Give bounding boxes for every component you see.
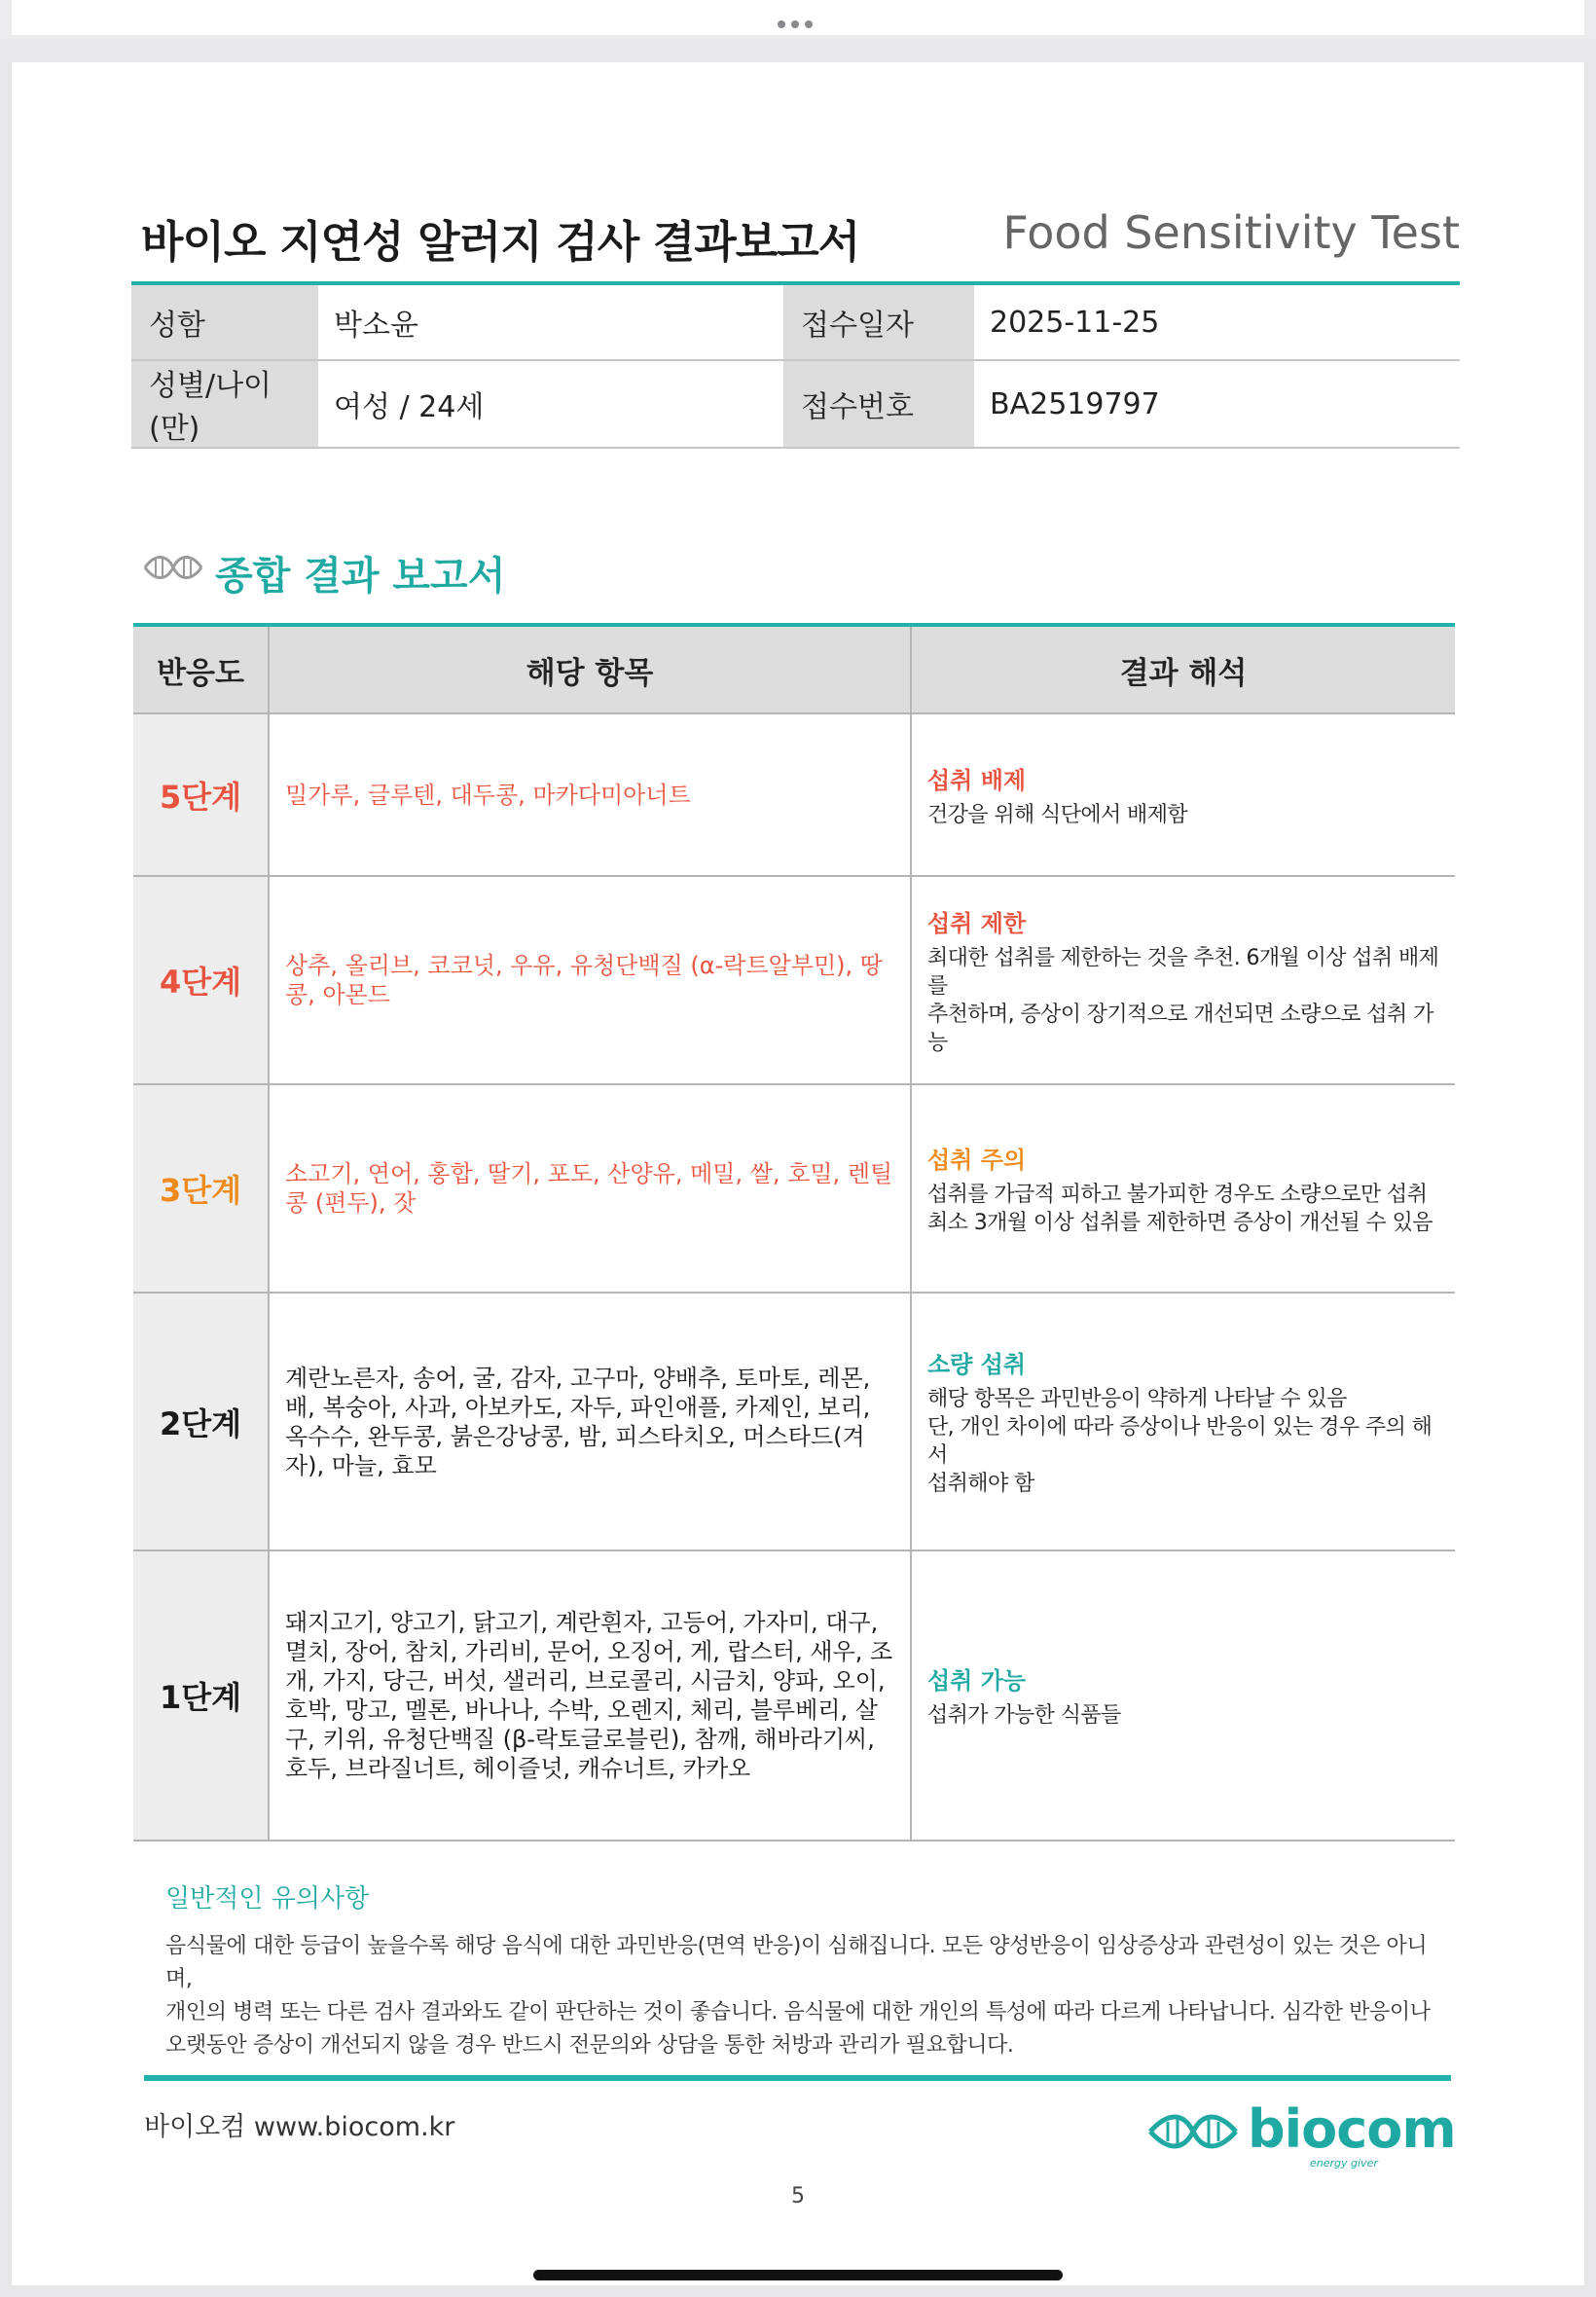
items-cell: 상추, 올리브, 코코넛, 우유, 유청단백질 (α-락트알부민), 땅콩, 아몬드 <box>269 876 911 1084</box>
interpretation-text <box>927 944 1439 1057</box>
interpretation-cell <box>911 876 1455 1084</box>
items-cell: 계란노른자, 송어, 굴, 감자, 고구마, 양배추, 토마토, 레몬, 배, 복숭아, 사과, 아보카도, 자두, 파인애플, 카제인, 보리, 옥수수, 완두콩, 붉은강낭콩, 밤, 피스타치오, 머스타드(겨자), 마늘, 효모 <box>269 1293 911 1550</box>
interpretation-cell <box>911 1550 1455 1841</box>
info-row <box>131 360 1460 448</box>
level-cell: 3단계 <box>133 1084 269 1293</box>
interpretation-title: 섭취 제한 <box>927 909 1027 937</box>
page-subtitle: Food Sensitivity Test <box>1002 206 1460 259</box>
interpretation-text <box>927 801 1439 829</box>
name-value: 박소윤 <box>318 283 783 360</box>
table-row <box>133 1084 1455 1293</box>
table-header-row <box>133 625 1455 713</box>
interpretation-cell <box>911 1084 1455 1293</box>
interpretation-line: 최대한 섭취를 제한하는 것을 추천. 6개월 이상 섭취 배제를 <box>927 945 1439 999</box>
date-value: 2025-11-25 <box>974 283 1460 360</box>
interpretation-line: 건강을 위해 식단에서 배제함 <box>927 802 1188 827</box>
info-row <box>131 283 1460 360</box>
section-title: 종합 결과 보고서 <box>215 554 506 599</box>
header-interpretation: 결과 해석 <box>911 625 1455 713</box>
logo-tagline: energy giver <box>1310 2157 1378 2169</box>
interpretation-title: 섭취 배제 <box>927 766 1027 794</box>
items-cell: 밀가루, 글루텐, 대두콩, 마카다미아너트 <box>269 713 911 876</box>
caution-section <box>165 1878 1450 2062</box>
result-table <box>133 623 1455 1841</box>
interpretation-line: 섭취해야 함 <box>927 1472 1034 1496</box>
interpretation-line: 섭취를 가급적 피하고 불가피한 경우도 소량으로만 섭취 <box>927 1182 1428 1207</box>
interpretation-line: 최소 3개월 이상 섭취를 제한하면 증상이 개선될 수 있음 <box>927 1210 1433 1235</box>
items-cell: 소고기, 연어, 홍합, 딸기, 포도, 산양유, 메밀, 쌀, 호밀, 렌틸콩 (편두), 잣 <box>269 1084 911 1293</box>
more-options-icon[interactable] <box>775 14 821 25</box>
caution-line: 개인의 병력 또는 다른 검사 결과와도 같이 판단하는 것이 좋습니다. 음식물에 대한 개인의 특성에 따라 다르게 나타납니다. 심각한 반응이나 <box>165 2000 1431 2024</box>
top-bar <box>0 0 1596 39</box>
dna-leaf-icon <box>1146 2108 1240 2155</box>
level-cell: 2단계 <box>133 1293 269 1550</box>
footer-divider <box>144 2075 1451 2081</box>
receipt-value: BA2519797 <box>974 360 1460 448</box>
footer-company: 바이오컴 www.biocom.kr <box>144 2112 455 2142</box>
table-row <box>133 713 1455 876</box>
logo-wordmark: biocom <box>1248 2098 1456 2160</box>
date-label: 접수일자 <box>783 283 974 360</box>
page-title: 바이오 지연성 알러지 검사 결과보고서 <box>141 216 860 268</box>
gender-age-label: 성별/나이(만) <box>131 360 318 448</box>
interpretation-line: 해당 항목은 과민반응이 약하게 나타날 수 있음 <box>927 1387 1347 1411</box>
interpretation-line: 섭취가 가능한 식품들 <box>927 1703 1121 1728</box>
dna-leaf-icon <box>141 551 205 584</box>
biocom-logo <box>1146 2098 1458 2170</box>
level-cell: 4단계 <box>133 876 269 1084</box>
table-row <box>133 1293 1455 1550</box>
patient-info-table <box>131 281 1460 449</box>
caution-line: 오랫동안 증상이 개선되지 않을 경우 반드시 전문의와 상담을 통한 처방과 관리가 필요합니다. <box>165 2033 1014 2058</box>
interpretation-text <box>927 1701 1439 1730</box>
header-level: 반응도 <box>133 625 269 713</box>
items-cell: 돼지고기, 양고기, 닭고기, 계란흰자, 고등어, 가자미, 대구, 멸치, 장어, 참치, 가리비, 문어, 오징어, 게, 랍스터, 새우, 조개, 가지, 당근, 버섯, 샐러리, 브로콜리, 시금치, 양파, 오이, 호박, 망고, 멜론, 바나나, 수박, 오렌지, 체리, 블루베리, 살구, 키위, 유청단백질 (β-락토글로블린), 참깨, 해바라기씨, 호두, 브라질너트, 헤이즐넛, 캐슈너트, 카카오 <box>269 1550 911 1841</box>
page-number: 5 <box>791 2184 805 2208</box>
interpretation-text <box>927 1385 1439 1498</box>
level-cell: 5단계 <box>133 713 269 876</box>
interpretation-cell <box>911 1293 1455 1550</box>
table-row <box>133 1550 1455 1841</box>
level-cell: 1단계 <box>133 1550 269 1841</box>
name-label: 성함 <box>131 283 318 360</box>
interpretation-line: 단, 개인 차이에 따라 증상이나 반응이 있는 경우 주의 해서 <box>927 1415 1433 1468</box>
home-indicator[interactable] <box>533 2270 1063 2280</box>
table-row <box>133 876 1455 1084</box>
interpretation-line: 추천하며, 증상이 장기적으로 개선되면 소량으로 섭취 가능 <box>927 1002 1433 1055</box>
caution-line: 음식물에 대한 등급이 높을수록 해당 음식에 대한 과민반응(면역 반응)이 심해집니다. 모든 양성반응이 임상증상과 관련성이 있는 것은 아니며, <box>165 1934 1428 1991</box>
interpretation-text <box>927 1181 1439 1237</box>
header-items: 해당 항목 <box>269 625 911 713</box>
caution-title: 일반적인 유의사항 <box>165 1884 370 1914</box>
caution-text <box>165 1930 1450 2062</box>
interpretation-title: 섭취 가능 <box>927 1667 1027 1695</box>
receipt-label: 접수번호 <box>783 360 974 448</box>
interpretation-cell <box>911 713 1455 876</box>
interpretation-title: 섭취 주의 <box>927 1146 1027 1174</box>
interpretation-title: 소량 섭취 <box>927 1351 1027 1378</box>
gender-age-value: 여성 / 24세 <box>318 360 783 448</box>
